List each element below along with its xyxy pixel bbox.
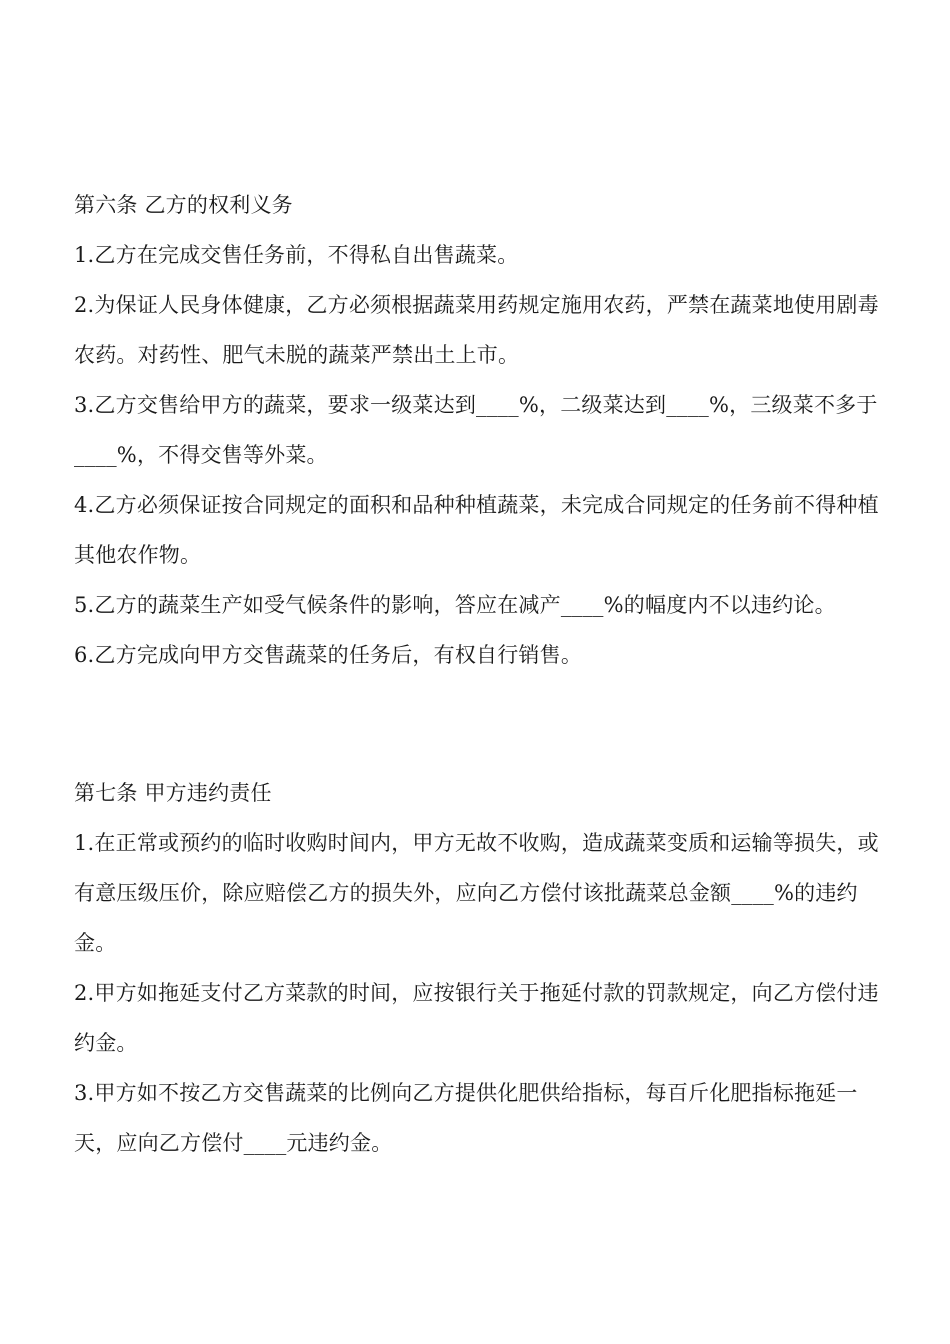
article-heading: 第七条 甲方违约责任 [74,781,272,805]
clause-paragraph: 3.甲方如不按乙方交售蔬菜的比例向乙方提供化肥供给指标，每百斤化肥指标拖延一天，应向乙方偿付____元违约金。 [74,1081,858,1155]
article-seven [74,768,894,1168]
clause-paragraph: 2.甲方如拖延支付乙方菜款的时间，应按银行关于拖延付款的罚款规定，向乙方偿付违约金。 [74,981,879,1055]
document-page [74,180,894,1168]
clause-paragraph: 1.乙方在完成交售任务前，不得私自出售蔬菜。 [74,243,519,267]
clause-paragraph: 1.在正常或预约的临时收购时间内，甲方无故不收购，造成蔬菜变质和运输等损失，或有意压级压价，除应赔偿乙方的损失外，应向乙方偿付该批蔬菜总金额____%的违约金。 [74,831,879,955]
clause-paragraph: 2.为保证人民身体健康，乙方必须根据蔬菜用药规定施用农药，严禁在蔬菜地使用剧毒农药。对药性、肥气未脱的蔬菜严禁出土上市。 [74,293,879,367]
clause-paragraph: 5.乙方的蔬菜生产如受气候条件的影响，答应在减产____%的幅度内不以违约论。 [74,593,836,617]
clause-paragraph: 6.乙方完成向甲方交售蔬菜的任务后，有权自行销售。 [74,643,583,667]
article-six [74,180,894,680]
clause-paragraph: 4.乙方必须保证按合同规定的面积和品种种植蔬菜，未完成合同规定的任务前不得种植其他农作物。 [74,493,879,567]
article-heading: 第六条 乙方的权利义务 [74,193,293,217]
clause-paragraph: 3.乙方交售给甲方的蔬菜，要求一级菜达到____%，二级菜达到____%，三级菜不多于____%，不得交售等外菜。 [74,393,878,467]
